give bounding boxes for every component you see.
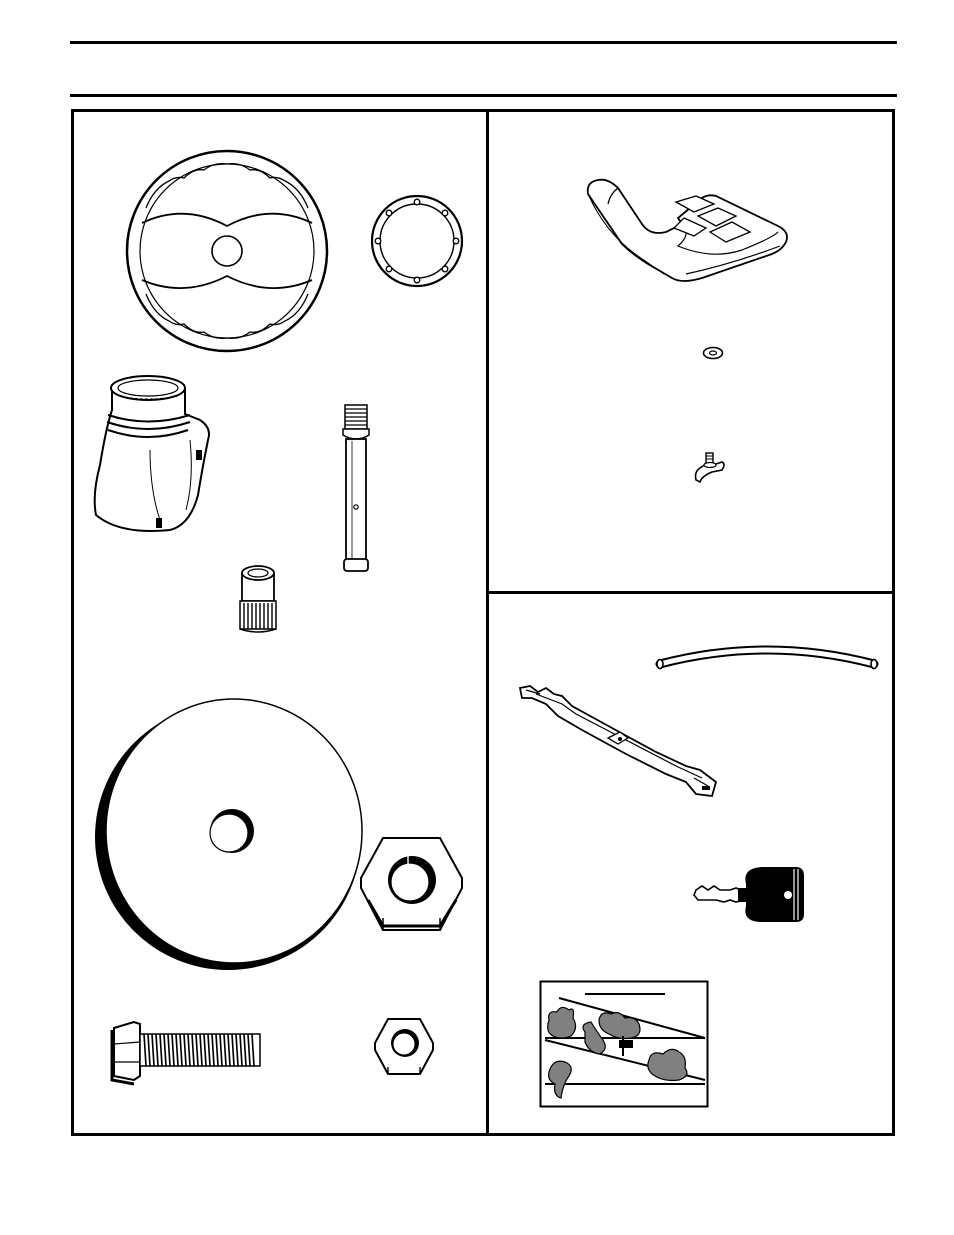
steering-boot-icon bbox=[90, 370, 215, 540]
header-top-rule bbox=[70, 41, 897, 44]
small-washer-icon bbox=[702, 346, 724, 360]
hex-nut-icon bbox=[356, 834, 466, 934]
hex-bolt-icon bbox=[110, 1014, 266, 1084]
adapter-plate-icon bbox=[369, 193, 465, 289]
panel-divider-vertical bbox=[486, 109, 489, 1136]
tube-icon bbox=[655, 640, 879, 674]
ignition-key-icon bbox=[690, 864, 808, 926]
wing-knob-icon bbox=[692, 450, 726, 484]
panel-divider-horizontal bbox=[487, 591, 895, 594]
header-bottom-rule bbox=[70, 94, 897, 97]
safety-decal-icon bbox=[539, 980, 709, 1108]
hex-nut-small-icon bbox=[372, 1016, 436, 1078]
seat-icon bbox=[582, 174, 794, 286]
steering-shaft-icon bbox=[340, 401, 372, 575]
large-washer-icon bbox=[92, 697, 367, 975]
adapter-insert-icon bbox=[236, 563, 280, 635]
mower-blade-icon bbox=[516, 682, 721, 802]
page-title bbox=[70, 52, 897, 88]
steering-wheel-icon bbox=[124, 148, 330, 354]
